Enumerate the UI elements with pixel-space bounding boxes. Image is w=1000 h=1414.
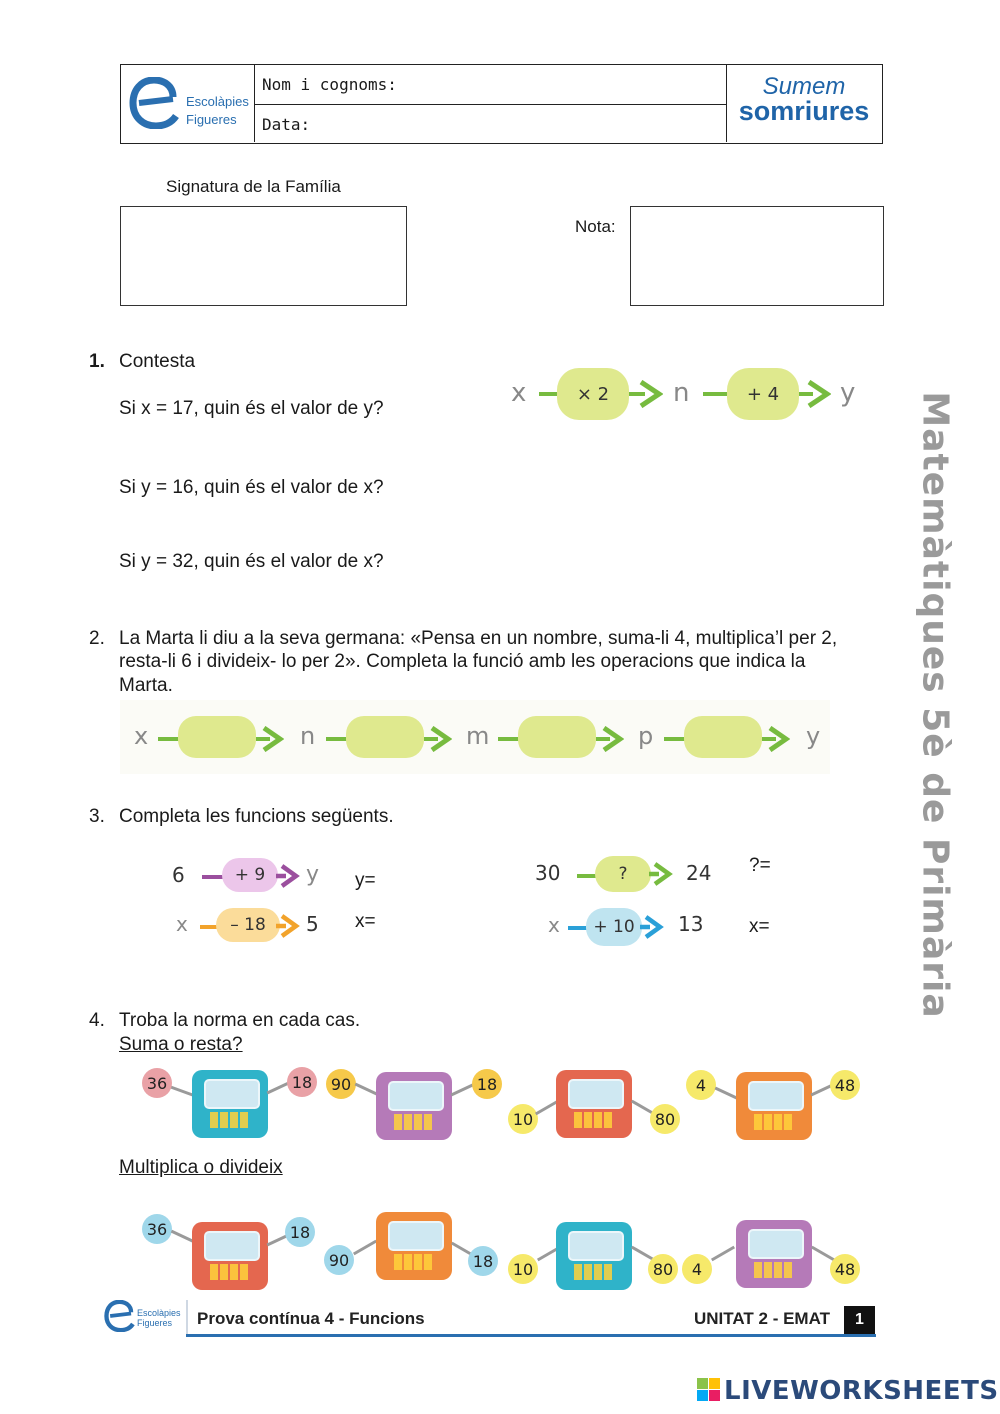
q4r2-m1-in: 36 (142, 1214, 172, 1244)
date-label: Data: (262, 115, 311, 134)
q4-row2 (140, 1208, 870, 1290)
footer-unit: UNITAT 2 - EMAT (694, 1309, 830, 1328)
arrow-icon (637, 380, 663, 408)
q4r1-m2-in: 90 (326, 1069, 356, 1099)
q4-subtitle-2: Multiplica o divideix (119, 1157, 283, 1178)
school-name-line1: Escolàpies (186, 94, 249, 109)
arrow-icon (640, 915, 666, 939)
calculator-icon (376, 1072, 452, 1140)
calculator-icon (556, 1222, 632, 1290)
q1-line-2: Si y = 16, quin és el valor de x? (119, 477, 384, 498)
calculator-icon (376, 1212, 452, 1280)
q3-machine-a (170, 856, 330, 896)
q4r1-m4-out: 48 (830, 1070, 860, 1100)
name-field[interactable] (255, 65, 727, 105)
q2-chain-x: x (134, 722, 149, 750)
q2-chain-y: y (806, 722, 821, 750)
q1-input-label: x (511, 378, 527, 408)
q4-row1 (140, 1062, 870, 1142)
q4r1-m3-in: 10 (508, 1104, 538, 1134)
q3-title: Completa les funcions següents. (119, 806, 394, 827)
arrow-icon (766, 726, 790, 752)
q3d-input: x (548, 913, 560, 937)
q3a-op-pill: + 9 (222, 858, 278, 892)
q4r2-m1-out: 18 (285, 1217, 315, 1247)
calculator-icon (736, 1072, 812, 1140)
arrow-icon (600, 726, 624, 752)
q1-title: Contesta (119, 351, 196, 372)
school-logo-icon (104, 1300, 136, 1332)
grade-label: Nota: (575, 217, 616, 236)
q1-op2-pill: + 4 (727, 368, 799, 420)
date-field[interactable] (255, 105, 727, 142)
q3c-answer[interactable]: ?= (749, 855, 771, 876)
q4-title: Troba la norma en cada cas. (119, 1010, 361, 1031)
signature-box[interactable] (120, 206, 407, 306)
q2-chain-n: n (300, 722, 316, 750)
q2-blank-op3[interactable] (518, 716, 596, 758)
liveworksheets-logo-icon (697, 1378, 721, 1402)
school-logo-icon (129, 77, 181, 129)
q4r1-m1-in: 36 (142, 1068, 172, 1098)
q1-line-3: Si y = 32, quin és el valor de x? (119, 551, 384, 572)
q4r2-m2-in: 90 (324, 1245, 354, 1275)
q3b-answer[interactable]: x= (355, 911, 376, 932)
footer-title: Prova contínua 4 - Funcions (197, 1309, 425, 1328)
school-name-line2: Figueres (186, 112, 237, 127)
q4-number: 4. (89, 1010, 105, 1031)
footer-school-line1: Escolàpies (137, 1308, 181, 1318)
q2-number: 2. (89, 628, 105, 649)
q2-text-line1: La Marta li diu a la seva germana: «Pensa en un nombre, suma-li 4, multiplica’l per 2, (119, 628, 838, 649)
q2-text-line2: resta-li 6 i divideix- lo per 2». Completa la funció amb les operacions que indica la (119, 651, 806, 672)
q4r1-m4-in: 4 (686, 1070, 716, 1100)
q2-text-line3: Marta. (119, 675, 173, 696)
q3c-output: 24 (686, 861, 712, 885)
side-title: Matemàtiques 5è de Primària (914, 391, 956, 1019)
q2-chain-p: p (638, 722, 654, 750)
q3c-op-pill: ? (595, 856, 651, 892)
q2-blank-op1[interactable] (178, 716, 256, 758)
signature-label: Signatura de la Família (166, 177, 341, 196)
brand-line2: somriures (738, 96, 870, 126)
q2-function-chain (120, 700, 830, 774)
calculator-icon (556, 1070, 632, 1138)
q3-machine-d (546, 906, 716, 948)
q1-output-label: y (840, 378, 856, 408)
q2-blank-op2[interactable] (346, 716, 424, 758)
q3d-op-pill: + 10 (586, 908, 642, 946)
arrow-icon (428, 726, 452, 752)
arrow-icon (805, 380, 831, 408)
calculator-icon (192, 1070, 268, 1138)
arrow-icon (276, 914, 302, 938)
arrow-icon (260, 726, 284, 752)
q3-machine-b (170, 906, 330, 946)
q4r2-m2-out: 18 (468, 1246, 498, 1276)
q3-machine-c (533, 854, 723, 894)
q3a-answer[interactable]: y= (355, 870, 376, 891)
q3d-output: 13 (678, 912, 704, 936)
watermark: LIVEWORKSHEETS (724, 1376, 999, 1406)
q4r2-m3-in: 10 (508, 1254, 538, 1284)
q3d-answer[interactable]: x= (749, 916, 770, 937)
q3-number: 3. (89, 806, 105, 827)
q1-function-machine (505, 362, 865, 426)
q1-mid-label: n (673, 378, 690, 408)
arrow-icon (276, 864, 302, 888)
school-logo (121, 65, 255, 142)
q3b-op-pill: – 18 (216, 908, 280, 942)
footer-school-line2: Figueres (137, 1318, 173, 1328)
q4r2-m4-out: 48 (830, 1254, 860, 1284)
calculator-icon (192, 1222, 268, 1290)
brand-logo (727, 65, 881, 142)
q1-number: 1. (89, 351, 105, 372)
q3a-input: 6 (172, 863, 185, 887)
q3b-input: x (176, 912, 188, 936)
q4r2-m3-out: 80 (648, 1254, 678, 1284)
q3c-input: 30 (535, 861, 561, 885)
q3a-output: y (306, 862, 320, 887)
q4-subtitle-1: Suma o resta? (119, 1034, 243, 1055)
footer-divider (186, 1334, 876, 1337)
header-table (120, 64, 883, 144)
arrow-icon (649, 862, 675, 886)
q4r1-m3-out: 80 (650, 1104, 680, 1134)
q1-op1-pill: × 2 (557, 368, 629, 420)
brand-line1: Sumem (762, 73, 846, 100)
q2-chain-m: m (466, 722, 490, 750)
footer-logo (104, 1298, 184, 1334)
calculator-icon (736, 1220, 812, 1288)
q1-line-1: Si x = 17, quin és el valor de y? (119, 398, 384, 419)
q4r1-m1-out: 18 (287, 1067, 317, 1097)
name-label: Nom i cognoms: (262, 75, 397, 94)
grade-box[interactable] (630, 206, 884, 306)
q3b-output: 5 (306, 912, 319, 936)
q4r2-m4-in: 4 (682, 1254, 712, 1284)
q2-blank-op4[interactable] (684, 716, 762, 758)
page-number: 1 (844, 1306, 875, 1334)
q4r1-m2-out: 18 (472, 1069, 502, 1099)
